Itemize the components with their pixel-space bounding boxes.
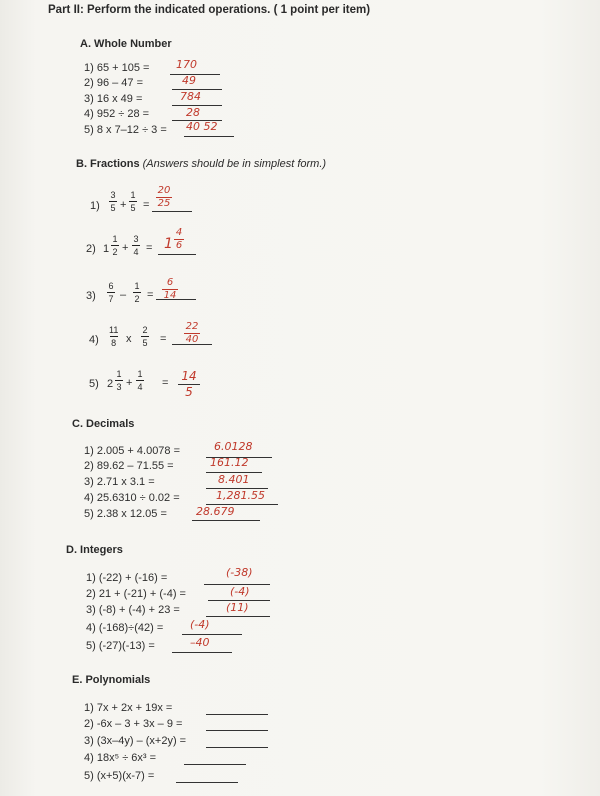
operator: + [126, 377, 133, 389]
numerator: 2 [142, 325, 148, 335]
numerator: 4 [175, 227, 183, 238]
numerator: 6 [166, 277, 174, 288]
numerator: 6 [108, 281, 114, 291]
numerator: 1 [130, 190, 136, 200]
operator: + [122, 242, 129, 254]
fraction [109, 325, 118, 348]
fraction [109, 190, 117, 213]
whole-number: 1 [103, 243, 110, 255]
page-title: Part II: Perform the indicated operations. ( 1 point per item) [48, 4, 371, 16]
numerator: 14 [181, 369, 197, 383]
question-number: 2) [86, 243, 96, 255]
question-number: 4) [89, 334, 99, 346]
equals-sign: = [143, 199, 150, 211]
handwritten-answer [162, 278, 178, 301]
handwritten-answer: 1,281.55 [216, 489, 265, 502]
numerator: 3 [110, 190, 116, 200]
fraction [111, 234, 119, 257]
question: 1) 65 + 105 = [84, 62, 150, 74]
question: 2) -6x – 3 + 3x – 9 = [84, 718, 183, 730]
denominator: 2 [112, 247, 118, 257]
question: 4) (-168)÷(42) = [86, 622, 164, 634]
equals-sign: = [160, 333, 167, 345]
denominator: 2 [134, 294, 140, 304]
question-number: 5) [89, 378, 99, 390]
handwritten-answer [178, 370, 200, 399]
handwritten-answer: 28.679 [196, 505, 235, 518]
question-number: 3) [86, 290, 96, 302]
question: 5) 8 x 7–12 ÷ 3 = [84, 124, 167, 136]
section-d-heading: D. Integers [66, 544, 123, 556]
fraction [107, 281, 115, 304]
section-c-heading: C. Decimals [72, 418, 135, 430]
handwritten-answer: 784 [180, 90, 201, 103]
question: 3) 2.71 x 3.1 = [84, 476, 155, 488]
equals-sign: = [162, 377, 169, 389]
fraction [115, 369, 123, 392]
question: 2) 89.62 – 71.55 = [84, 460, 174, 472]
fraction [129, 190, 137, 213]
handwritten-answer: 8.401 [218, 473, 250, 486]
numerator: 1 [137, 369, 143, 379]
denominator: 5 [130, 203, 136, 213]
denominator: 4 [137, 382, 143, 392]
handwritten-answer: (-38) [226, 566, 253, 579]
handwritten-answer-whole: 1 [164, 236, 173, 252]
question: 1) (-22) + (-16) = [86, 572, 168, 584]
denominator: 6 [175, 240, 183, 251]
handwritten-answer: 40 52 [186, 120, 218, 133]
handwritten-answer: (11) [226, 601, 249, 614]
question: 3) (3x–4y) – (x+2y) = [84, 735, 187, 747]
handwritten-answer [184, 322, 200, 345]
equals-sign: = [147, 289, 154, 301]
operator: x [126, 333, 132, 345]
denominator: 5 [142, 338, 148, 348]
question: 2) 96 – 47 = [84, 77, 144, 89]
handwritten-answer: 161.12 [210, 456, 249, 469]
handwritten-answer: 49 [182, 74, 196, 87]
denominator: 5 [110, 203, 116, 213]
fraction [141, 325, 149, 348]
operator: + [120, 199, 127, 211]
question: 1) 7x + 2x + 19x = [84, 702, 173, 714]
denominator: 7 [108, 294, 114, 304]
handwritten-answer: 28 [186, 106, 200, 119]
denominator: 25 [157, 198, 171, 209]
question: 4) 18x⁵ ÷ 6x³ = [84, 752, 157, 764]
numerator: 3 [133, 234, 139, 244]
question: 4) 952 ÷ 28 = [84, 108, 150, 120]
section-b-heading [76, 158, 326, 170]
question: 2) 21 + (-21) + (-4) = [86, 588, 186, 600]
fraction [133, 281, 141, 304]
numerator: 1 [134, 281, 140, 291]
denominator: 5 [185, 385, 193, 399]
handwritten-answer: 170 [176, 58, 197, 71]
section-e-heading: E. Polynomials [72, 674, 151, 686]
numerator: 22 [185, 321, 199, 332]
question: 3) (-8) + (-4) + 23 = [86, 604, 180, 616]
denominator: 14 [163, 290, 177, 301]
question-number: 1) [90, 200, 100, 212]
section-b-title: B. Fractions [76, 158, 140, 170]
equals-sign: = [146, 242, 153, 254]
section-a-heading: A. Whole Number [80, 38, 172, 50]
handwritten-answer [156, 186, 172, 209]
whole-number: 2 [107, 378, 114, 390]
question: 3) 16 x 49 = [84, 93, 143, 105]
question: 5) (-27)(-13) = [86, 640, 155, 652]
denominator: 4 [133, 247, 139, 257]
denominator: 40 [185, 334, 199, 345]
numerator: 20 [157, 185, 171, 196]
handwritten-answer: (-4) [230, 585, 250, 598]
question: 1) 2.005 + 4.0078 = [84, 445, 181, 457]
handwritten-answer: 6.0128 [214, 440, 253, 453]
question: 5) (x+5)(x-7) = [84, 770, 155, 782]
fraction [132, 234, 140, 257]
fraction [136, 369, 144, 392]
question: 4) 25.6310 ÷ 0.02 = [84, 492, 180, 504]
handwritten-answer: (-4) [190, 618, 210, 631]
denominator: 3 [116, 382, 122, 392]
operator: – [120, 289, 127, 301]
numerator: 1 [116, 369, 122, 379]
handwritten-answer [174, 228, 184, 251]
numerator: 1 [112, 234, 118, 244]
section-b-instructions: (Answers should be in simplest form.) [142, 158, 327, 170]
denominator: 8 [111, 338, 117, 348]
question: 5) 2.38 x 12.05 = [84, 508, 167, 520]
handwritten-answer: –40 [190, 636, 210, 649]
numerator: 11 [109, 325, 119, 335]
